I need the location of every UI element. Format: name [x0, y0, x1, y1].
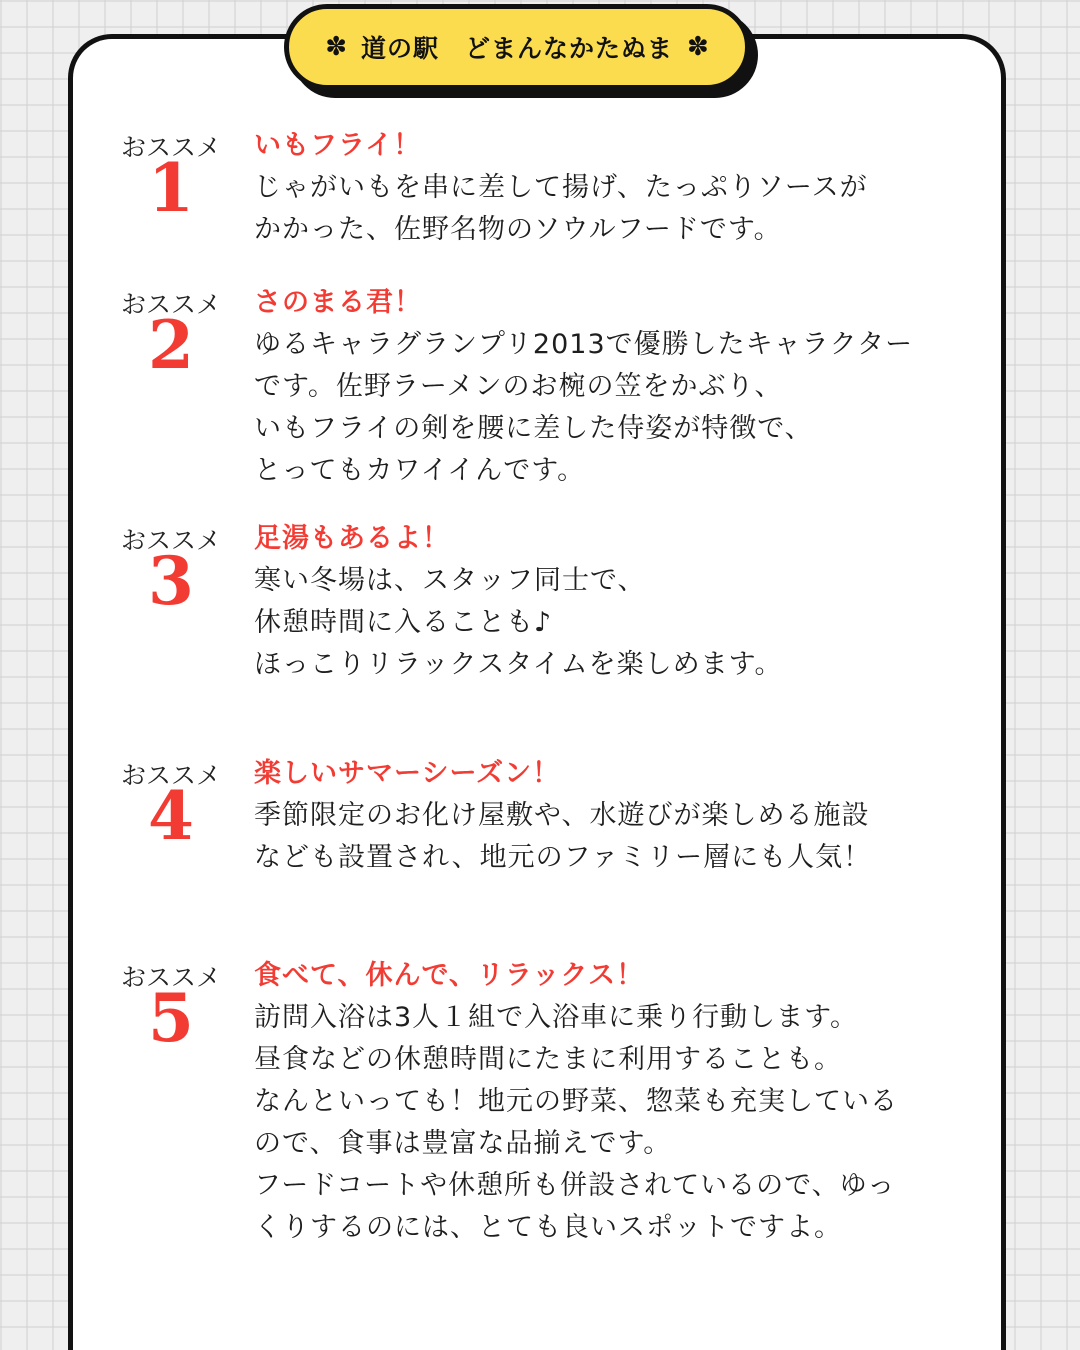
description-line: なんといっても！地元の野菜、惣菜も充実している: [254, 1086, 898, 1117]
description-line: ので、食事は豊富な品揃えです。: [254, 1128, 672, 1159]
recommend-heading: いもフライ！: [254, 130, 422, 161]
title-banner: [284, 4, 750, 90]
recommend-number: 3: [148, 542, 194, 620]
description-line: 訪問入浴は3人１組で入浴車に乗り行動します。: [254, 1002, 859, 1033]
description-line: とってもカワイイんです。: [254, 455, 586, 486]
description-line: ほっこりリラックスタイムを楽しめます。: [254, 649, 783, 680]
description-line: じゃがいもを串に差して揚げ、たっぷりソースが: [254, 172, 868, 203]
recommend-number: 4: [148, 777, 194, 855]
description-line: 季節限定のお化け屋敷や、水遊びが楽しめる施設: [254, 800, 870, 831]
recommend-body: [254, 955, 994, 1249]
recommend-label: おススメ: [120, 761, 221, 790]
description-line: かかった、佐野名物のソウルフードです。: [254, 214, 782, 245]
recommend-number: 5: [148, 979, 194, 1057]
recommend-body: [254, 518, 994, 686]
recommend-heading: さのまる君！: [254, 287, 422, 318]
description-line: 休憩時間に入ることも♪: [254, 607, 553, 638]
description-line: フードコートや休憩所も併設されているので、ゆっ: [254, 1170, 896, 1201]
description-line: くりするのには、とても良いスポットですよ。: [254, 1212, 842, 1243]
flower-icon: ✽: [687, 32, 709, 62]
description-line: なども設置され、地元のファミリー層にも人気！: [254, 842, 872, 873]
recommend-label: おススメ: [120, 963, 221, 992]
recommend-number: 2: [148, 306, 194, 384]
description-line: 昼食などの休憩時間にたまに利用することも。: [254, 1044, 842, 1075]
page-title: 道の駅 どまんなかたぬま: [360, 34, 673, 63]
description-line: いもフライの剣を腰に差した侍姿が特徴で、: [254, 413, 813, 444]
recommend-label: おススメ: [120, 290, 221, 319]
description-line: です。佐野ラーメンのお椀の笠をかぶり、: [254, 371, 783, 402]
recommend-heading: 楽しいサマーシーズン！: [254, 758, 561, 789]
recommend-heading: 足湯もあるよ！: [254, 523, 450, 554]
description-line: 寒い冬場は、スタッフ同士で、: [254, 565, 646, 596]
description-line: ゆるキャラグランプリ2013で優勝したキャラクター: [254, 329, 914, 360]
recommend-body: [254, 282, 994, 492]
recommend-heading: 食べて、休んで、リラックス！: [254, 960, 645, 991]
flower-icon: ✽: [325, 32, 347, 62]
recommend-body: [254, 125, 994, 251]
recommend-body: [254, 753, 994, 879]
recommend-number: 1: [148, 149, 194, 227]
recommend-label: おススメ: [120, 133, 221, 162]
recommend-label: おススメ: [120, 526, 221, 555]
